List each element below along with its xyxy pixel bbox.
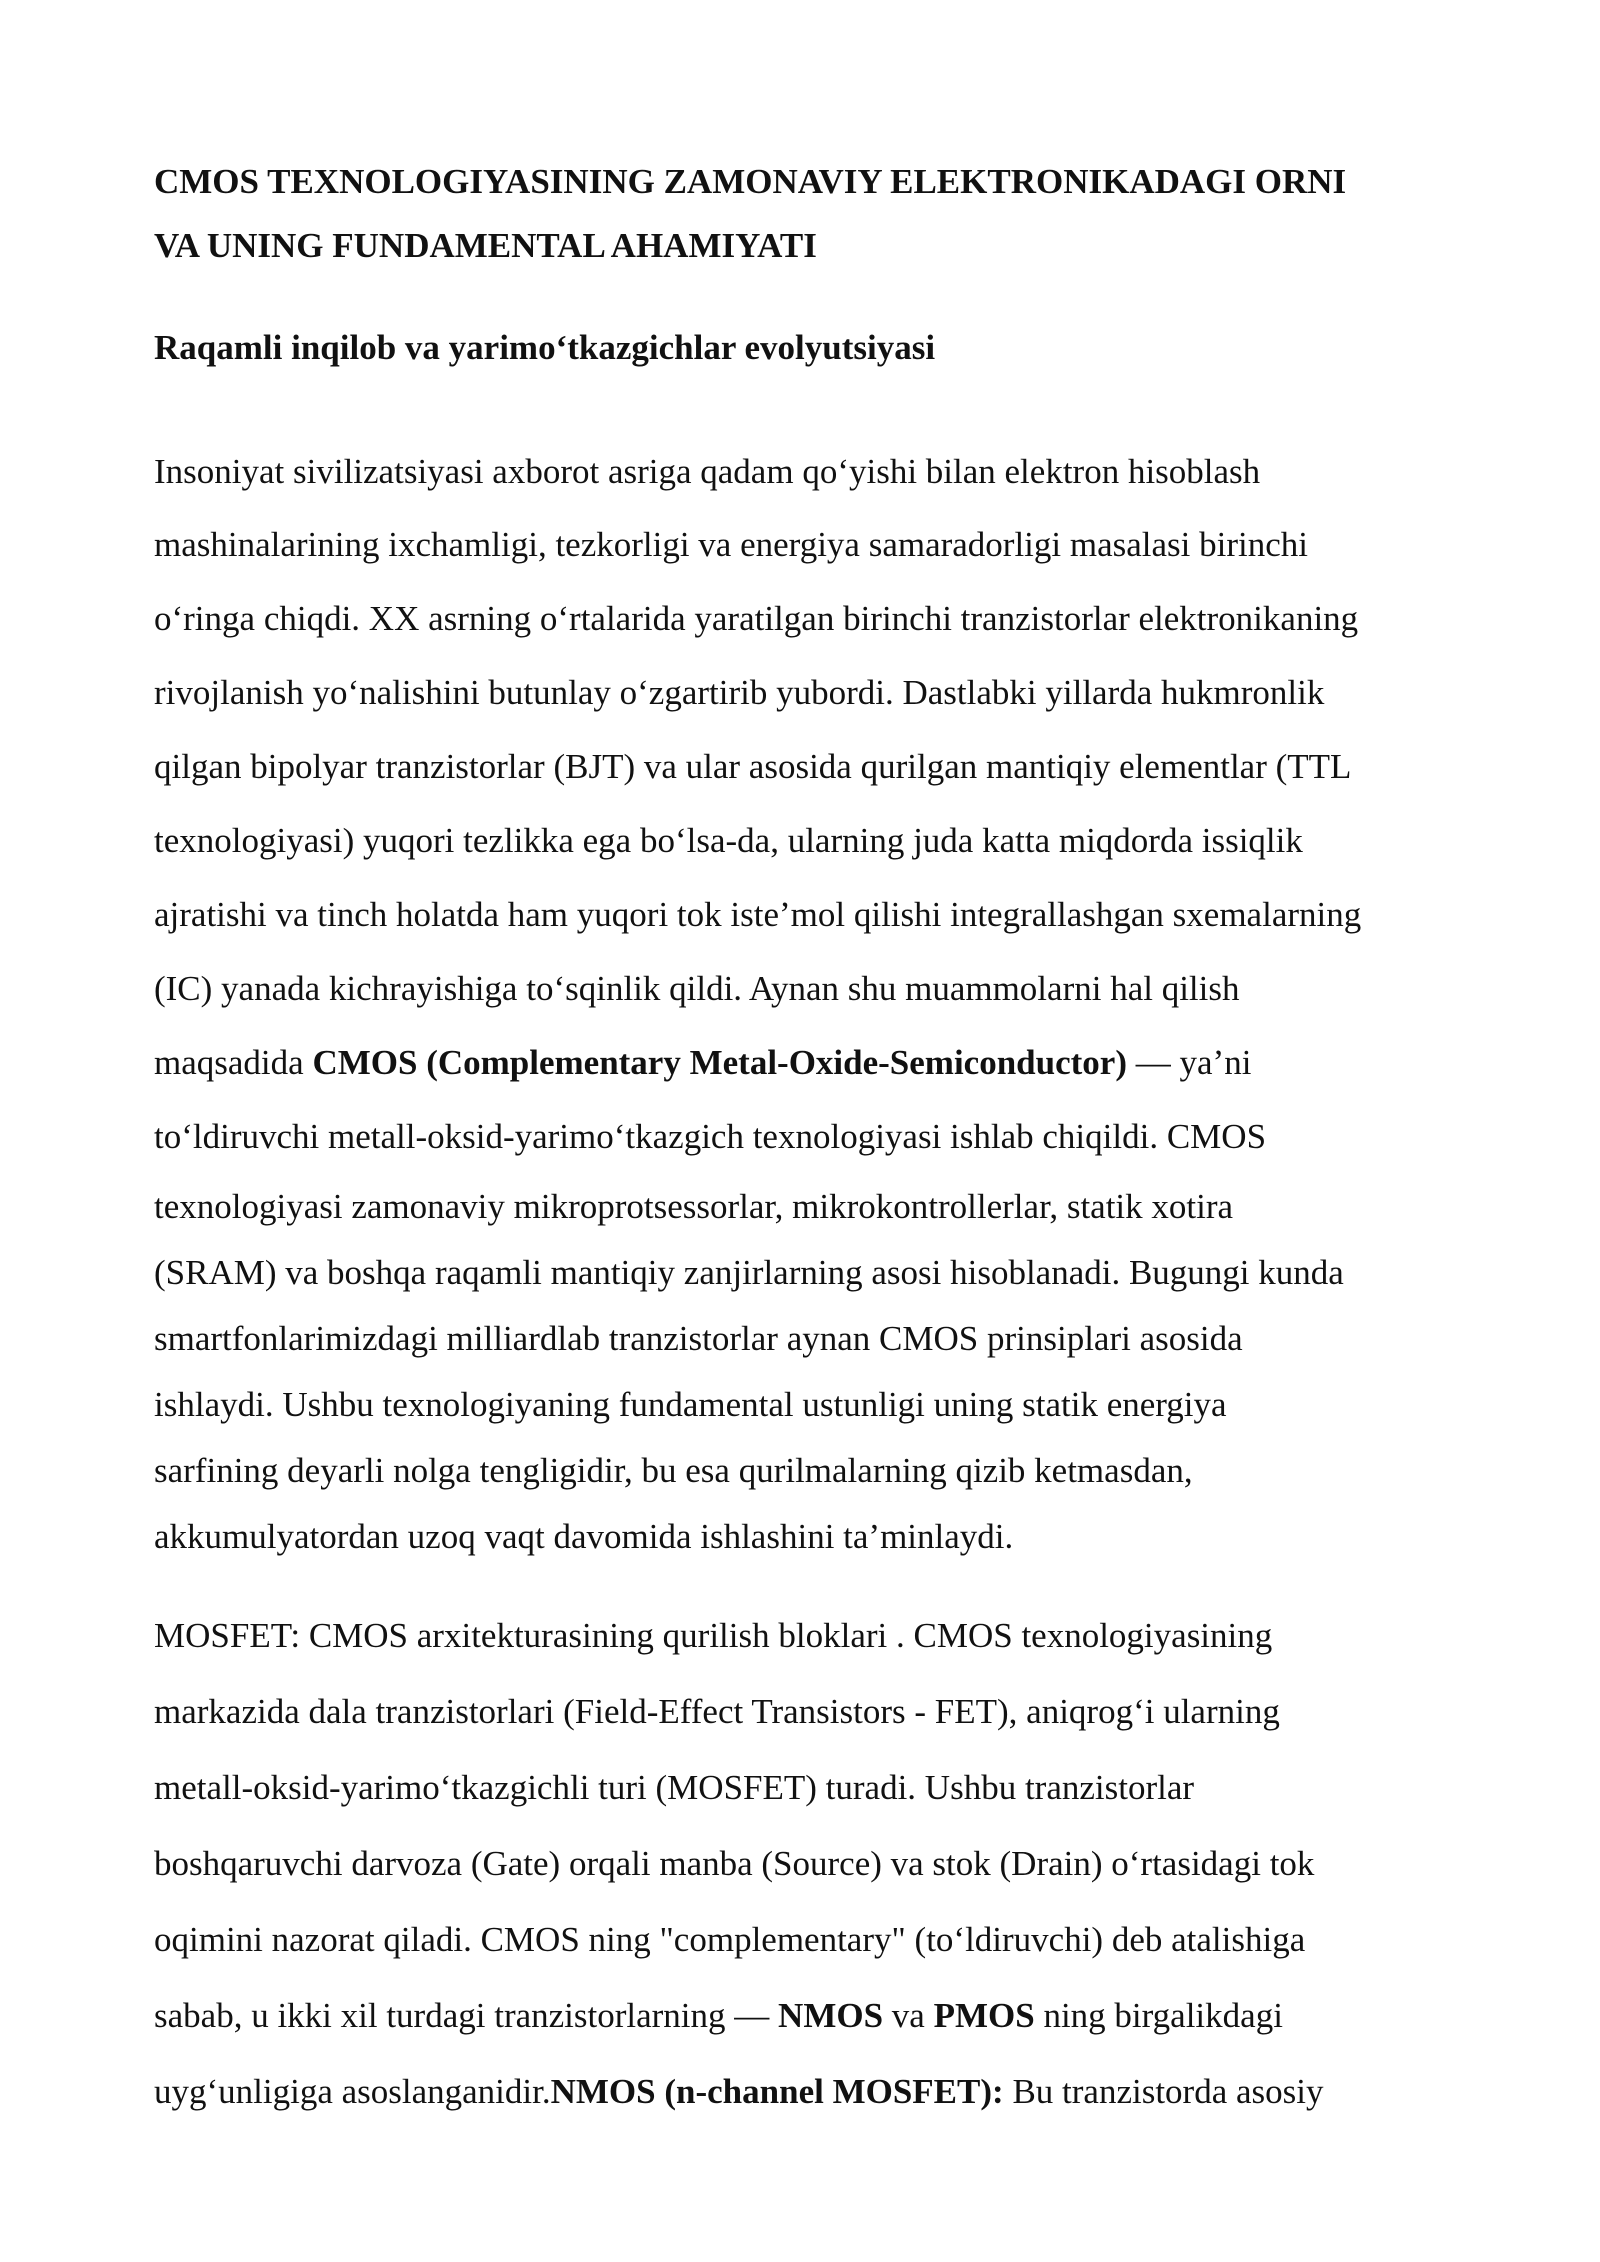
- text-line: mashinalarining ixchamligi, tezkorligi va energiya samaradorligi masalasi birinchi: [154, 525, 1309, 564]
- text-segment: va: [883, 1996, 934, 2035]
- text-line: rivojlanish yoʻnalishini butunlay oʻzgartirib yubordi. Dastlabki yillarda hukmronlik: [154, 673, 1325, 712]
- document-title: [154, 150, 1454, 278]
- section-subtitle: Raqamli inqilob va yarimoʻtkazgichlar evolyutsiyasi: [154, 328, 936, 367]
- text-line: sarfining deyarli nolga tengligidir, bu esa qurilmalarning qizib ketmasdan,: [154, 1451, 1193, 1490]
- text-line: ajratishi va tinch holatda ham yuqori tok isteʼmol qilishi integrallashgan sxemalarning: [154, 895, 1362, 934]
- text-line: smartfonlarimizdagi milliardlab tranzistorlar aynan CMOS prinsiplari asosida: [154, 1319, 1243, 1358]
- text-line: boshqaruvchi darvoza (Gate) orqali manba (Source) va stok (Drain) oʻrtasidagi tok: [154, 1844, 1315, 1883]
- title-line: CMOS TEXNOLOGIYASINING ZAMONAVIY ELEKTRONIKADAGI ORNI: [154, 162, 1347, 201]
- text-line: oqimini nazorat qiladi. CMOS ning "complementary" (toʻldiruvchi) deb atalishiga: [154, 1920, 1306, 1959]
- document-page: [154, 150, 1454, 2130]
- bold-term-cmos: CMOS (Complementary Metal-Oxide-Semiconductor): [312, 1043, 1127, 1082]
- bold-term-pmos: PMOS: [933, 1996, 1035, 2035]
- text-line: ishlaydi. Ushbu texnologiyaning fundamental ustunligi uning statik energiya: [154, 1385, 1227, 1424]
- text-line: texnologiyasi) yuqori tezlikka ega boʻlsa-da, ularning juda katta miqdorda issiqlik: [154, 821, 1303, 860]
- text-segment: maqsadida: [154, 1043, 313, 1082]
- text-line: Insoniyat sivilizatsiyasi axborot asriga qadam qoʻyishi bilan elektron hisoblash: [154, 452, 1261, 491]
- text-line: markazida dala tranzistorlari (Field-Effect Transistors - FET), aniqrogʻi ularning: [154, 1692, 1280, 1731]
- text-line: (SRAM) va boshqa raqamli mantiqiy zanjirlarning asosi hisoblanadi. Bugungi kunda: [154, 1253, 1344, 1292]
- text-line: qilgan bipolyar tranzistorlar (BJT) va ular asosida qurilgan mantiqiy elementlar (TTL: [154, 747, 1352, 786]
- text-segment: uygʻunligiga asoslanganidir.: [154, 2072, 551, 2111]
- bold-term-nmos: NMOS: [778, 1996, 884, 2035]
- text-line: oʻringa chiqdi. XX asrning oʻrtalarida yaratilgan birinchi tranzistorlar elektronikaning: [154, 599, 1359, 638]
- text-line-with-bold: [154, 1026, 1454, 1100]
- text-segment: sabab, u ikki xil turdagi tranzistorlarning —: [154, 1996, 779, 2035]
- title-line: VA UNING FUNDAMENTAL AHAMIYATI: [154, 226, 817, 265]
- text-line: texnologiyasi zamonaviy mikroprotsessorlar, mikrokontrollerlar, statik xotira: [154, 1187, 1234, 1226]
- text-line: toʻldiruvchi metall-oksid-yarimoʻtkazgich texnologiyasi ishlab chiqildi. CMOS: [154, 1117, 1267, 1156]
- text-segment: ning birgalikdagi: [1034, 1996, 1283, 2035]
- text-line-with-bold: [154, 2054, 1454, 2130]
- text-line: akkumulyatordan uzoq vaqt davomida ishlashini ta’minlaydi.: [154, 1517, 1014, 1556]
- paragraph-mosfet: [154, 1598, 1454, 2130]
- text-line-with-bold: [154, 1978, 1454, 2054]
- text-segment: Bu tranzistorda asosiy: [1003, 2072, 1324, 2111]
- text-segment: — yaʼni: [1127, 1043, 1252, 1082]
- bold-term-nmos-definition: NMOS (n-channel MOSFET):: [550, 2072, 1004, 2111]
- text-line: (IC) yanada kichrayishiga toʻsqinlik qildi. Aynan shu muammolarni hal qilish: [154, 969, 1240, 1008]
- text-line: MOSFET: CMOS arxitekturasining qurilish bloklari . CMOS texnologiyasining: [154, 1616, 1273, 1655]
- text-line: metall-oksid-yarimoʻtkazgichli turi (MOSFET) turadi. Ushbu tranzistorlar: [154, 1768, 1195, 1807]
- paragraph-intro: [154, 436, 1454, 1570]
